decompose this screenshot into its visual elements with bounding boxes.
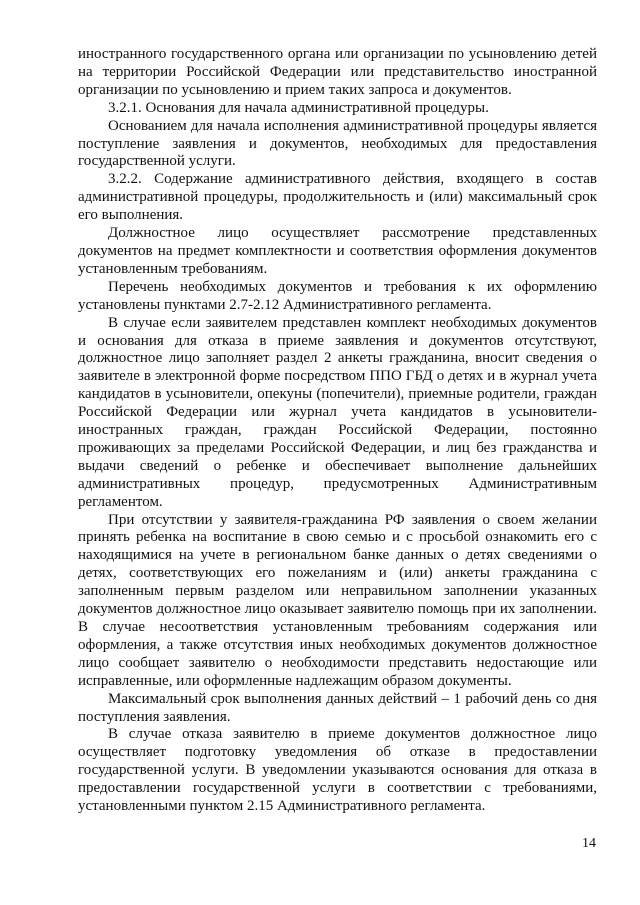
paragraph-continuation: иностранного государственного органа или организации по усыновлению детей на территории Российской Федерации или представительство иностранной организации по усыновлению и прием таких запроса и документов.	[78, 46, 597, 98]
page-number: 14	[582, 836, 596, 851]
body-text	[78, 46, 597, 816]
paragraph-refusal: В случае отказа заявителю в приеме документов должностное лицо осуществляет подготовку уведомления об отказе в предоставлении государственной услуги. В уведомлении указываются основания для отказа в предоставлении государственной услуги в соответствии с требованиями, установленными пунктом 2.15 Административного регламента.	[78, 726, 597, 815]
paragraph-missing-application: При отсутствии у заявителя-гражданина РФ заявления о своем желании принять ребенка на воспитание в свою семью и с просьбой ознакомить его с находящимися на учете в региональном банке данных о детях сведениями о детях, соответствующих его пожеланиям и (или) анкеты гражданина с заполненным первым разделом или неправильном заполнении указанных документов должностное лицо оказывает заявителю помощь при их заполнении. В случае несоответствия установленным требованиям содержания или оформления, а также отсутствия иных необходимых документов должностное лицо сообщает заявителю о необходимости представить недостающие или исправленные, или оформленные надлежащим образом документы.	[78, 511, 597, 689]
paragraph-basis: Основанием для начала исполнения административной процедуры является поступление заявления и документов, необходимых для предоставления государственной услуги.	[78, 117, 597, 170]
paragraph-section-3-2-1-heading: 3.2.1. Основания для начала административной процедуры.	[108, 99, 489, 116]
paragraph-complete-set: В случае если заявителем представлен комплект необходимых документов и основания для отказа в приеме заявления и документов отсутствуют, должностное лицо заполняет раздел 2 анкеты гражданина, вносит сведения о заявителе в электронной форме посредством ППО ГБД о детях и в журнал учета кандидатов в усыновители, опекуны (попечители), приемные родители, граждан Российской Федерации или журнал учета кандидатов в усыновители-иностранных граждан, граждан Российской Федерации, постоянно проживающих за пределами Российской Федерации, и лиц без гражданства и выдачи сведений о ребенке и обеспечивает выполнение дальнейших административных процедур, предусмотренных Административным регламентом.	[78, 314, 597, 510]
paragraph-section-3-2-2-heading: 3.2.2. Содержание административного действия, входящего в состав административной процедуры, продолжительность и (или) максимальный срок его выполнения.	[78, 171, 597, 224]
paragraph-review: Должностное лицо осуществляет рассмотрение представленных документов на предмет комплектности и соответствия оформления документов установленным требованиям.	[78, 225, 597, 277]
paragraph-document-list: Перечень необходимых документов и требования к их оформлению установлены пунктами 2.7-2.12 Административного регламента.	[78, 278, 597, 313]
paragraph-max-term: Максимальный срок выполнения данных действий – 1 рабочий день со дня поступления заявления.	[78, 690, 597, 725]
